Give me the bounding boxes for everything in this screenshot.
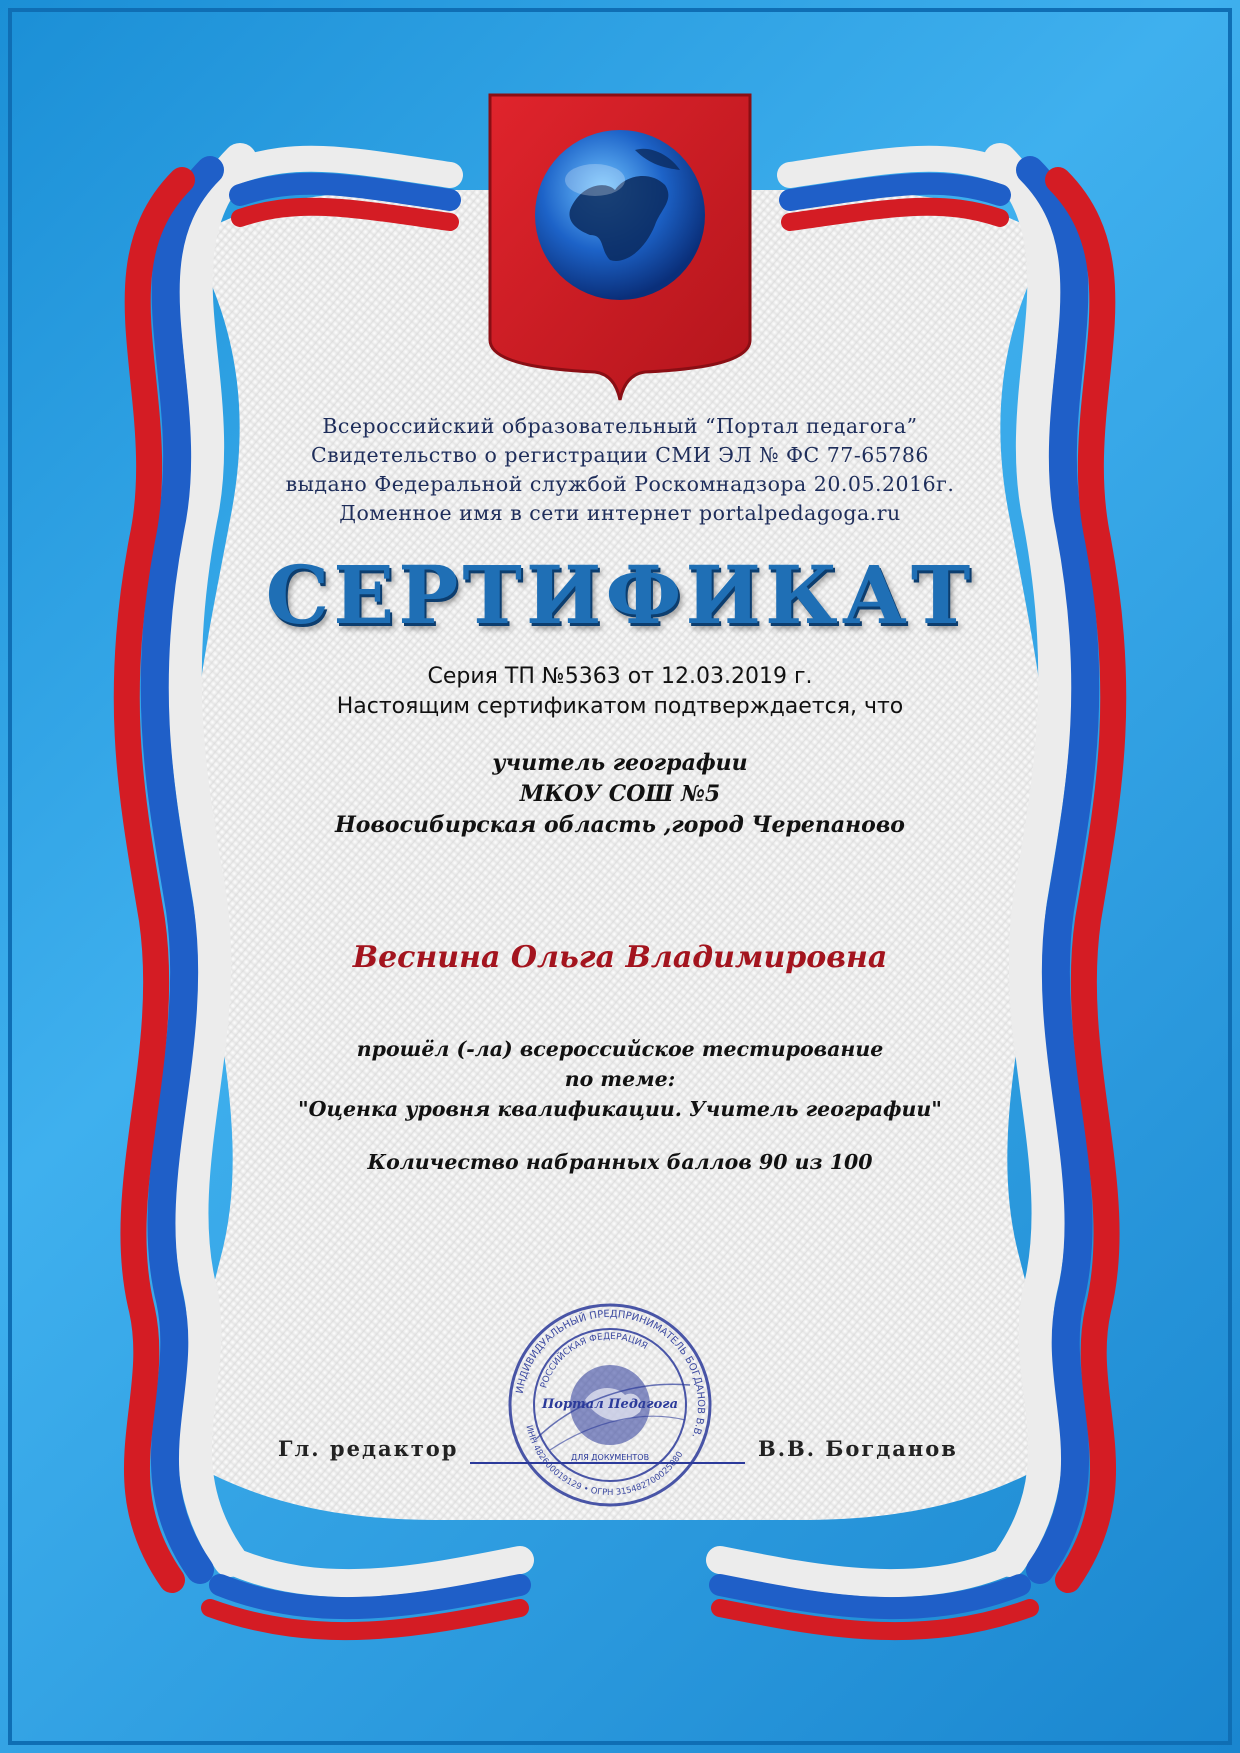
recipient-name: Веснина Ольга Владимировна xyxy=(352,940,888,975)
recipient-position: учитель географии xyxy=(492,750,748,776)
signature-name: В.В. Богданов xyxy=(758,1436,958,1461)
recipient-location: Новосибирская область ,город Черепаново xyxy=(335,812,905,838)
header-line-3: выдано Федеральной службой Роскомнадзора 20.05.2016г. xyxy=(285,472,955,496)
stamp-inner-text: РОССИЙСКАЯ ФЕДЕРАЦИЯ xyxy=(539,1331,649,1390)
score-text: Количество набранных баллов 90 из 100 xyxy=(367,1150,873,1174)
stamp-outer-text: ИНДИВИДУАЛЬНЫЙ ПРЕДПРИНИМАТЕЛЬ БОГДАНОВ В.В. xyxy=(514,1308,707,1440)
header-line-2: Свидетельство о регистрации СМИ ЭЛ № ФС 77-65786 xyxy=(311,443,929,467)
header-text xyxy=(0,412,1240,528)
certificate-title: СЕРТИФИКАТ xyxy=(265,548,975,642)
signature-row xyxy=(0,1436,1240,1476)
signature-line xyxy=(470,1462,745,1464)
confirmation-text: Настоящим сертификатом подтверждается, что xyxy=(336,694,904,719)
stamp-docs-text: ДЛЯ ДОКУМЕНТОВ xyxy=(570,1453,650,1462)
recipient-info xyxy=(0,748,1240,841)
header-line-1: Всероссийский образовательный “Портал педагога” xyxy=(322,414,918,438)
series-number: Серия ТП №5363 от 12.03.2019 г. xyxy=(427,664,813,689)
round-seal-icon xyxy=(505,1300,715,1510)
bottom-ribbon xyxy=(210,1560,1030,1631)
stamp-center-text: Портал Педагога xyxy=(542,1397,678,1412)
result-text xyxy=(0,1034,1240,1124)
signature-label: Гл. редактор xyxy=(278,1436,459,1461)
result-topic: "Оценка уровня квалификации. Учитель географии" xyxy=(297,1097,942,1121)
result-line-2: по теме: xyxy=(564,1067,676,1091)
series-block xyxy=(0,662,1240,722)
globe-shield-icon xyxy=(485,90,755,405)
result-line-1: прошёл (-ла) всероссийское тестирование xyxy=(356,1037,884,1061)
recipient-school: МКОУ СОШ №5 xyxy=(519,781,721,807)
stamp-bottom-text: ИНН 482600019129 • ОГРН 315482700025080 xyxy=(523,1424,686,1499)
header-line-4: Доменное имя в сети интернет portalpedagoga.ru xyxy=(339,501,901,525)
